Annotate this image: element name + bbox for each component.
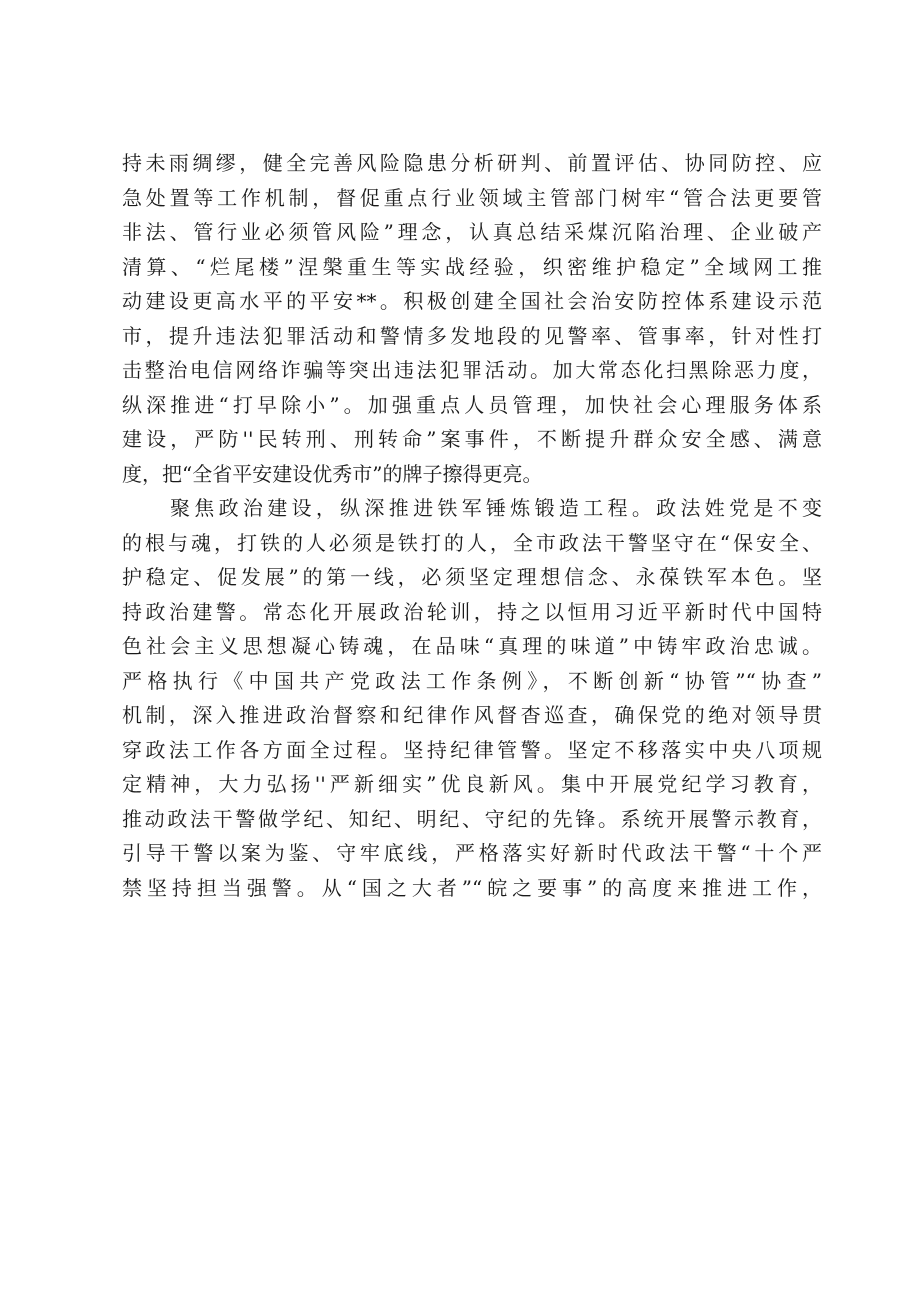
- paragraph-line: 击整治电信网络诈骗等突出违法犯罪活动。加大常态化扫黑除恶力度，: [122, 358, 822, 382]
- paragraph-line: 度，把“全省平安建设优秀市”的牌子擦得更亮。: [122, 461, 543, 486]
- paragraph-line: 护稳定、促发展”的第一线，必须坚定理想信念、永葆铁军本色。坚: [122, 565, 822, 589]
- document-body: [122, 146, 822, 905]
- paragraph-line: 非法、管行业必须管风险”理念，认真总结采煤沉陷治理、企业破产: [122, 220, 822, 244]
- paragraph-line: 定精神，大力弘扬''严新细实”优良新风。集中开展党纪学习教育，: [122, 772, 822, 796]
- paragraph-2: [122, 491, 822, 905]
- paragraph-line: 持政治建警。常态化开展政治轮训，持之以恒用习近平新时代中国特: [122, 599, 822, 624]
- paragraph-line: 动建设更高水平的平安**。积极创建全国社会治安防控体系建设示范: [122, 289, 822, 313]
- paragraph-line: 纵深推进“打早除小”。加强重点人员管理，加快社会心理服务体系: [122, 392, 822, 417]
- paragraph-line: 引导干警以案为鉴、守牢底线，严格落实好新时代政法干警“十个严: [122, 841, 822, 865]
- paragraph-line: 急处置等工作机制，督促重点行业领域主管部门树牢“管合法更要管: [122, 185, 822, 210]
- paragraph-line: 持未雨绸缪，健全完善风险隐患分析研判、前置评估、协同防控、应: [122, 151, 822, 175]
- paragraph-line: 聚焦政治建设，纵深推进铁军锤炼锻造工程。政法姓党是不变: [170, 496, 822, 520]
- paragraph-line: 推动政法干警做学纪、知纪、明纪、守纪的先锋。系统开展警示教育，: [122, 806, 822, 831]
- paragraph-line: 清算、“烂尾楼”涅槃重生等实战经验，织密维护稳定”全域网工推: [122, 254, 822, 279]
- paragraph-line: 色社会主义思想凝心铸魂，在品味“真理的味道”中铸牢政治忠诚。: [122, 634, 822, 658]
- paragraph-line: 禁坚持担当强警。从“国之大者”“皖之要事”的高度来推进工作，: [122, 875, 822, 900]
- paragraph-line: 市，提升违法犯罪活动和警情多发地段的见警率、管事率，针对性打: [122, 323, 822, 348]
- paragraph-line: 穿政法工作各方面全过程。坚持纪律管警。坚定不移落实中央八项规: [122, 737, 822, 762]
- paragraph-1: [122, 146, 822, 491]
- paragraph-line: 建设，严防''民转刑、刑转命”案事件，不断提升群众安全感、满意: [122, 427, 822, 451]
- paragraph-line: 的根与魂，打铁的人必须是铁打的人，全市政法干警坚守在“保安全、: [122, 530, 822, 555]
- paragraph-line: 机制，深入推进政治督察和纪律作风督杳巡查，确保党的绝对领导贯: [122, 703, 822, 727]
- paragraph-line: 严格执行《中国共产党政法工作条例》，不断创新“协管”“协查”: [122, 668, 822, 693]
